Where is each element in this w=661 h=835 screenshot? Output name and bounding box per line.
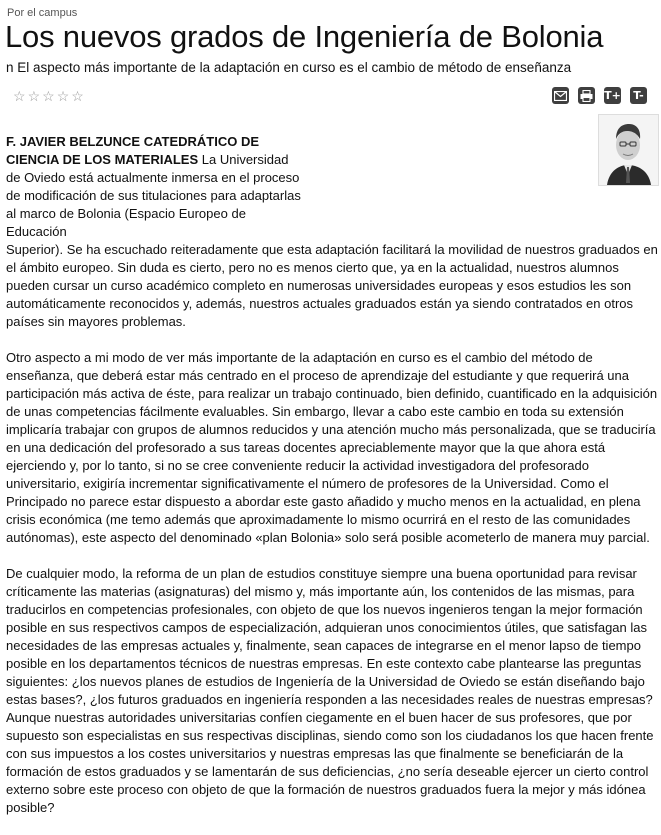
paragraph-text: La Universidad de Oviedo está actualmente inmersa en el proceso de modificación de sus titulaciones para adaptarlas al marco de Bolonia (Espacio Europeo de Educación bbox=[6, 152, 301, 239]
star-icon[interactable]: ☆ bbox=[27, 88, 41, 104]
article-tools bbox=[552, 87, 647, 104]
star-icon[interactable]: ☆ bbox=[71, 88, 84, 104]
article-paragraph bbox=[6, 133, 306, 241]
article-subtitle: n El aspecto más importante de la adaptación en curso es el cambio de método de enseñanza bbox=[6, 60, 572, 75]
decrease-text-button[interactable]: T- bbox=[630, 87, 647, 104]
increase-text-button[interactable]: T+ bbox=[604, 89, 621, 102]
rating-stars[interactable] bbox=[13, 89, 84, 103]
section-label: Por el campus bbox=[7, 7, 78, 19]
star-icon[interactable]: ☆ bbox=[56, 88, 70, 104]
envelope-icon bbox=[554, 91, 567, 101]
print-button[interactable] bbox=[578, 87, 595, 104]
email-button[interactable] bbox=[552, 87, 569, 104]
printer-icon bbox=[580, 90, 593, 102]
star-icon[interactable]: ☆ bbox=[13, 88, 26, 104]
star-icon[interactable]: ☆ bbox=[42, 88, 55, 104]
article-paragraph: De cualquier modo, la reforma de un plan de estudios constituye siempre una buena oportunidad para revisar críticamente las materias (asignaturas) del mismo y, más importante aún, los contenidos de las mismas, para traducirlos en competencias profesionales, con objeto de que los nuevos ingenieros tengan la mejor formación posible en sus respectivos campos de especialización, adquieran unos conocimientos útiles, que satisfagan las necesidades de las empresas actuales y, finalmente, sean capaces de integrarse en el menor lapso de tiempo posible en los departamentos técnicos de nuestras empresas. En este contexto cabe plantearse las preguntas siguientes: ¿los nuevos planes de estudios de Ingeniería de la Universidad de Oviedo se están diseñando bajo estas bases?, ¿los futuros graduados en ingeniería responden a las necesidades reales de nuestras empresas? Aunque nuestras autoridades universitarias confíen ciegamente en el buen hacer de sus profesores, que por supuesto son especialistas en sus respectivas disciplinas, siendo como son los ciudadanos los que hacen frente con sus impuestos a los costes universitarios y nuestras empresas las que finalmente se beneficiarán de la formación de estos graduados y se lamentarán de sus deficiencias, ¿no sería deseable ejercer un cierto control externo sobre este proceso con objeto de que la formación de nuestros graduados fuera la mejor y más idónea posible? bbox=[6, 566, 654, 815]
article-paragraph: Otro aspecto a mi modo de ver más importante de la adaptación en curso es el cambio del método de enseñanza, que deberá estar más centrado en el proceso de aprendizaje del estudiante y que requerirá una participación más activa de éste, para realizar un trabajo continuado, bien definido, cuantificado en la adquisición de unas competencias fácilmente evaluables. Sin embargo, llevar a cabo este cambio en toda su extensión implicaría trabajar con grupos de alumnos reducidos y una atención mucho más personalizada, que se traduciría en una dedicación del profesorado a sus tareas docentes apreciablemente mayor que la que ahora está ejerciendo y, por lo tanto, si no se cree conveniente reducir la actividad investigadora del profesorado universitario, exigiría incrementar significativamente el número de profesores de la Universidad. Como el Principado no parece estar dispuesto a abordar este gasto añadido y mucho menos en la actualidad, en plena crisis económica (me temo además que aproximadamente lo mismo ocurrirá en el resto de las comunidades autónomas), este aspecto del denominado «plan Bolonia» solo será posible acometerlo de manera muy parcial. bbox=[6, 350, 658, 545]
article-byline: F. JAVIER BELZUNCE CATEDRÁTICO DE CIENCIA DE LOS MATERIALES bbox=[6, 134, 260, 167]
article-paragraph: Superior). Se ha escuchado reiteradamente que esta adaptación facilitará la movilidad de nuestros graduados en el ámbito europeo. Sin duda es cierto, pero no es menos cierto que, ya en la actualidad, nuestros alumnos pueden cursar un curso académico completo en numerosas universidades europeas y esos estudios les son automáticamente reconocidos y, además, nuestros actuales graduados están ya siendo contratados en otros países sin mayores problemas. bbox=[6, 242, 658, 329]
article-title: Los nuevos grados de Ingeniería de Bolonia bbox=[5, 19, 604, 54]
article-body bbox=[6, 133, 658, 835]
